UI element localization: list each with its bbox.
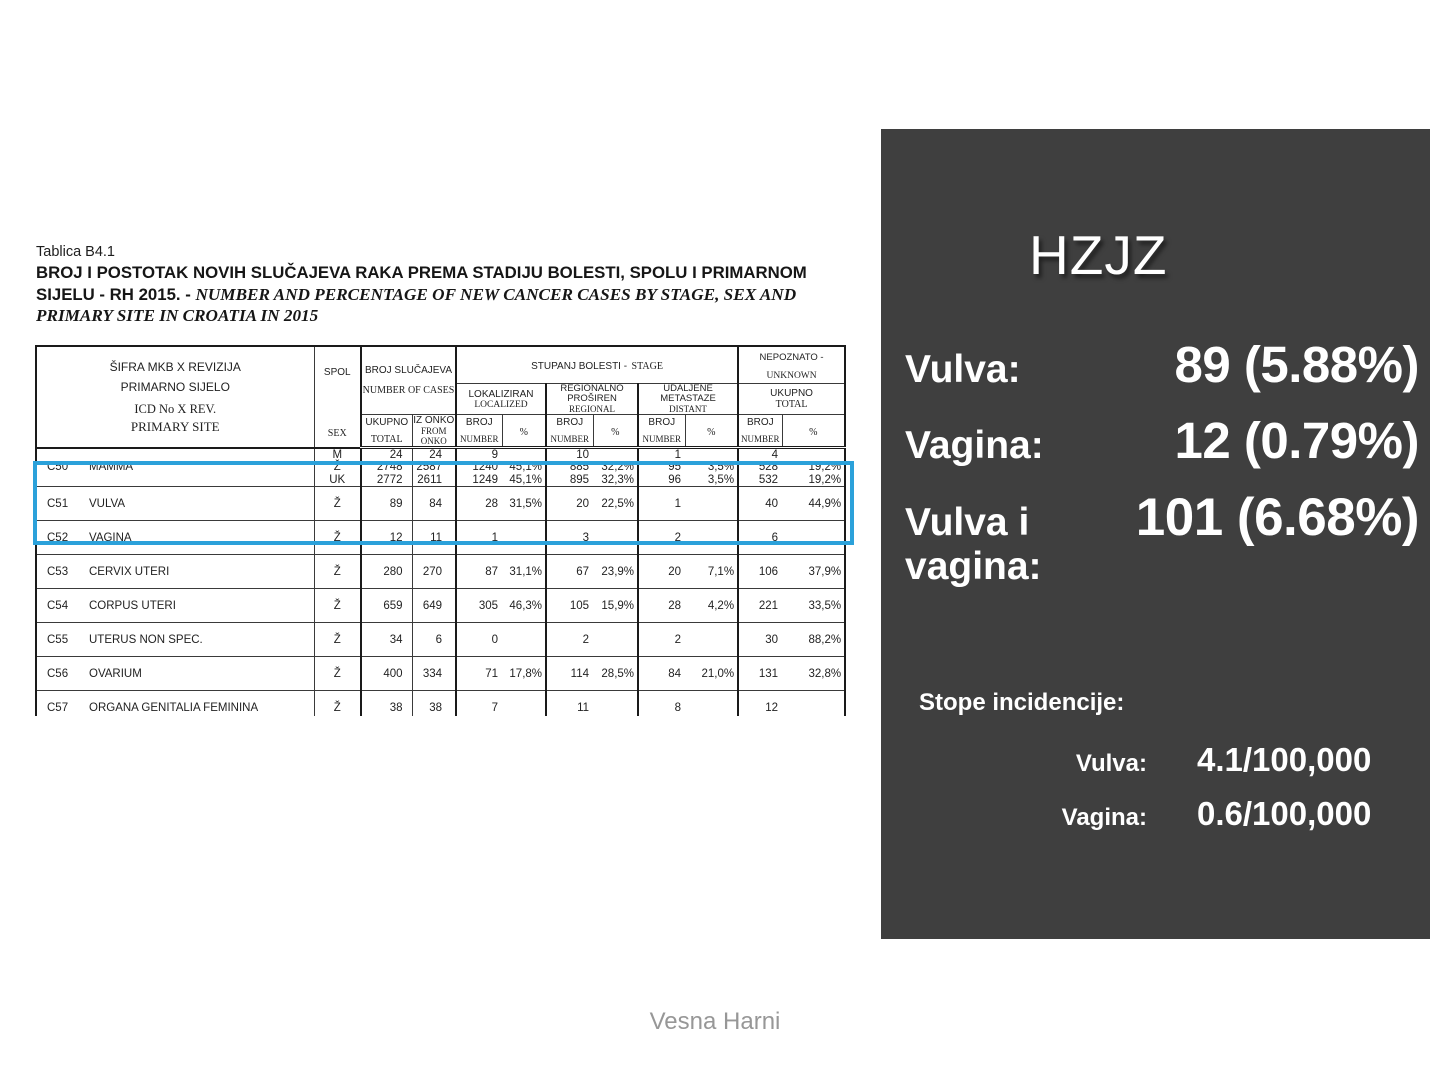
stat-value: 12 (0.79%) <box>1174 412 1419 469</box>
data-cell <box>361 657 412 691</box>
cell-value: 4 <box>771 449 779 461</box>
cell-value: 305 <box>478 599 499 612</box>
header-regionalno: REGIONALNO <box>560 383 624 394</box>
cell-value: 3,5% <box>707 473 735 486</box>
header-broj-1 <box>456 415 502 448</box>
cell-value: 34 <box>389 633 403 646</box>
cell-value: 7 <box>491 701 499 714</box>
header-broj-3 <box>638 415 685 448</box>
stat-label: Vulva: <box>905 348 1021 391</box>
header-distant <box>638 384 738 415</box>
header-unknown-total <box>738 384 845 415</box>
table-header <box>36 346 845 448</box>
cell-value: 96 <box>668 473 682 486</box>
site-name: VULVA <box>89 497 126 510</box>
header-pct-2 <box>593 415 638 448</box>
cell-value: 270 <box>422 565 443 578</box>
header-iz-onko: IZ ONKO <box>413 415 455 426</box>
cell-value: 8 <box>674 701 682 714</box>
site-code: C51 <box>47 497 69 510</box>
cell-value: 21,0% <box>701 667 735 680</box>
cell-value: 532 <box>758 473 779 486</box>
data-cell <box>738 555 782 589</box>
sex-value: Ž <box>333 667 341 680</box>
header-ukupno <box>361 415 412 448</box>
cell-value: 37,9% <box>808 565 842 578</box>
header-from: FROM <box>421 426 447 436</box>
header-spol: SPOL <box>323 366 351 378</box>
header-sex-en: SEX <box>327 427 347 439</box>
cell-value: 24 <box>389 449 403 461</box>
data-cell <box>593 657 638 691</box>
incidence-section <box>905 689 1419 849</box>
data-cell <box>782 555 845 589</box>
incidence-label: Vagina: <box>1061 804 1147 831</box>
cell-value: 106 <box>758 565 779 578</box>
header-total-en: TOTAL <box>370 433 403 445</box>
site-cell <box>36 555 314 589</box>
header-ukupno-hr: UKUPNO <box>365 416 409 428</box>
data-cell <box>412 691 456 716</box>
sex-value: Ž <box>333 461 341 474</box>
header-metastaze: METASTAZE <box>660 393 716 404</box>
cell-value: 1 <box>491 531 499 544</box>
cell-value: 88,2% <box>808 633 842 646</box>
data-cell <box>685 555 738 589</box>
data-cell <box>456 555 502 589</box>
table-row-c54 <box>36 589 845 623</box>
header-stage-en: STAGE <box>631 361 663 372</box>
site-name: MAMMA <box>89 461 134 474</box>
data-cell <box>456 623 502 657</box>
panel-title: HZJZ <box>1029 224 1168 286</box>
cell-value: 32,2% <box>601 461 635 474</box>
cell-value: 7,1% <box>707 565 735 578</box>
data-cell <box>593 691 638 716</box>
cell-value: 1 <box>674 497 682 510</box>
data-cell <box>502 589 546 623</box>
sex-cell <box>314 657 361 691</box>
cell-value: 95 <box>668 461 682 474</box>
cell-value: 9 <box>491 449 499 461</box>
header-icd: ICD No X REV. <box>134 401 217 416</box>
document-title-croatian: BROJ I POSTOTAK NOVIH SLUČAJEVA RAKA PREMA STADIJU BOLESTI, SPOLU I PRIMARNOM SIJELU - RH 2015. - <box>36 263 807 304</box>
data-cell <box>638 657 685 691</box>
data-cell <box>685 657 738 691</box>
header-broj: BROJ <box>746 417 774 428</box>
header-distant-en: DISTANT <box>669 404 707 414</box>
cell-value: 84 <box>429 497 443 510</box>
header-lokaliziran: LOKALIZIRAN <box>468 388 534 400</box>
cell-value: 32,8% <box>808 667 842 680</box>
header-broj: BROJ <box>648 417 676 428</box>
data-cell <box>738 657 782 691</box>
header-pct-1 <box>502 415 546 448</box>
header-localized-en: LOCALIZED <box>474 399 528 410</box>
header-unknown-en: UNKNOWN <box>766 371 817 381</box>
data-cell <box>502 555 546 589</box>
site-code: C53 <box>47 565 69 578</box>
cell-value: 45,1% <box>509 461 543 474</box>
data-cell <box>593 589 638 623</box>
cell-value: 1 <box>674 449 682 461</box>
incidence-value: 0.6/100,000 <box>1197 795 1372 832</box>
site-name: OVARIUM <box>89 667 142 680</box>
data-cell <box>361 691 412 716</box>
cell-value: 23,9% <box>601 565 635 578</box>
site-cell <box>36 657 314 691</box>
header-number-en: NUMBER <box>642 434 682 444</box>
data-cell <box>782 657 845 691</box>
data-cell <box>782 623 845 657</box>
incidence-label: Vulva: <box>1075 750 1147 777</box>
header-stage-group <box>456 346 738 384</box>
data-cell <box>593 623 638 657</box>
stat-label: Vulva i vagina: <box>905 501 1042 588</box>
sex-cell <box>314 555 361 589</box>
header-stage-hr: STUPANJ BOLESTI - <box>531 361 628 372</box>
cell-value: 11 <box>430 531 443 544</box>
cell-value: 31,1% <box>509 565 543 578</box>
cell-value: 12 <box>389 531 403 544</box>
incidence-heading: Stope incidencije: <box>919 689 1125 716</box>
header-unknown-group <box>738 346 845 384</box>
header-primary-site-en: PRIMARY SITE <box>130 418 220 434</box>
data-cell <box>593 555 638 589</box>
cell-value: 885 <box>569 461 590 474</box>
cell-value: 22,5% <box>601 497 635 510</box>
cell-value: 3 <box>582 531 590 544</box>
cell-value <box>593 634 634 646</box>
stat-row <box>905 411 1419 487</box>
site-name: CORPUS UTERI <box>89 599 176 612</box>
hzjz-panel <box>881 129 1430 939</box>
sex-cell <box>314 691 361 716</box>
cell-value <box>502 634 542 646</box>
cell-value: 6 <box>771 531 779 544</box>
percent-sign: % <box>611 426 620 438</box>
header-prosiren: PROŠIREN <box>567 393 617 404</box>
table-row-c56 <box>36 657 845 691</box>
site-name: UTERUS NON SPEC. <box>89 633 203 646</box>
stat-row <box>905 335 1419 411</box>
header-number-of-cases-en: NUMBER OF CASES <box>362 385 455 396</box>
cell-value: 15,9% <box>601 599 635 612</box>
data-cell <box>412 657 456 691</box>
cell-value: 71 <box>485 667 499 680</box>
cell-value <box>685 702 734 714</box>
header-ukupno-group: UKUPNO <box>770 388 813 399</box>
data-cell <box>502 623 546 657</box>
cell-value: 2611 <box>417 473 443 486</box>
cell-value: 38 <box>429 701 443 714</box>
stat-value: 89 (5.88%) <box>1174 336 1419 393</box>
percent-sign: % <box>519 426 528 438</box>
sex-value: Ž <box>333 701 341 714</box>
data-cell <box>412 589 456 623</box>
cell-value: 40 <box>765 497 779 510</box>
cell-value: 44,9% <box>808 497 842 510</box>
cell-value: 114 <box>570 667 590 680</box>
header-regional <box>546 384 638 415</box>
stats-list <box>905 335 1419 588</box>
stat-label: Vagina: <box>905 424 1044 467</box>
table-row-c57 <box>36 691 845 716</box>
header-localized <box>456 384 546 415</box>
cell-value: 31,5% <box>509 497 543 510</box>
sex-cell <box>314 589 361 623</box>
cell-value: 3,5% <box>707 461 735 474</box>
header-broj: BROJ <box>465 417 493 428</box>
header-broj-2 <box>546 415 593 448</box>
header-broj-slucajeva: BROJ SLUČAJEVA <box>364 365 453 376</box>
slide-footer: Vesna Harni <box>649 1008 781 1035</box>
cell-value: 30 <box>765 633 779 646</box>
cell-value: 24 <box>429 449 443 461</box>
site-cell <box>36 589 314 623</box>
cell-value: 2748 <box>376 461 403 474</box>
stat-row <box>905 487 1419 588</box>
incidence-rows <box>905 741 1419 835</box>
cell-value: 649 <box>422 599 443 612</box>
data-cell <box>456 691 502 716</box>
data-cell <box>738 691 782 716</box>
header-number-of-cases <box>361 346 456 415</box>
cell-value <box>593 702 634 714</box>
header-sex <box>314 346 361 448</box>
cell-value: 1240 <box>472 461 499 474</box>
cell-value <box>502 449 542 461</box>
sex-value: UK <box>329 473 346 486</box>
cell-value: 11 <box>577 701 590 714</box>
stat-value: 101 (6.68%) <box>1135 488 1419 547</box>
cell-value: 12 <box>765 701 779 714</box>
data-cell <box>546 589 593 623</box>
sex-value: Ž <box>333 599 341 612</box>
table-row-c53 <box>36 555 845 589</box>
data-cell <box>546 623 593 657</box>
table-caption: Tablica B4.1 <box>36 244 115 260</box>
data-cell <box>738 589 782 623</box>
document-title <box>36 262 824 327</box>
cell-value: 1249 <box>472 473 499 486</box>
cell-value: 38 <box>389 701 403 714</box>
cell-value: 2 <box>582 633 590 646</box>
data-cell <box>685 589 738 623</box>
data-cell <box>546 657 593 691</box>
cell-value: 84 <box>668 667 682 680</box>
cell-value <box>593 449 634 461</box>
incidence-row <box>905 741 1419 781</box>
data-cell <box>412 623 456 657</box>
sex-value: Ž <box>333 531 341 544</box>
cell-value: 28 <box>485 497 499 510</box>
cell-value: 46,3% <box>509 599 543 612</box>
sex-value: Ž <box>333 565 341 578</box>
header-sifra: ŠIFRA MKB X REVIZIJA <box>109 359 241 374</box>
data-cell <box>456 589 502 623</box>
header-unknown-hr: NEPOZNATO - <box>759 352 824 363</box>
percent-sign: % <box>707 426 716 438</box>
cell-value: 895 <box>569 473 590 486</box>
header-number-en: NUMBER <box>460 434 499 444</box>
site-code: C55 <box>47 633 69 646</box>
data-cell <box>361 589 412 623</box>
cell-value: 28,5% <box>601 667 635 680</box>
header-pct-3 <box>685 415 738 448</box>
cell-value: 528 <box>758 461 779 474</box>
data-cell <box>456 657 502 691</box>
header-primary-site <box>36 346 314 448</box>
data-cell <box>685 691 738 716</box>
cell-value <box>782 449 841 461</box>
cell-value: 28 <box>668 599 682 612</box>
site-code: C50 <box>47 461 69 474</box>
sex-value: Ž <box>333 633 341 646</box>
data-cell <box>502 691 546 716</box>
cell-value <box>685 634 734 646</box>
header-regional-en: REGIONAL <box>569 404 616 414</box>
cell-value: 334 <box>422 667 443 680</box>
cell-value: 2 <box>674 633 682 646</box>
site-code: C52 <box>47 531 69 544</box>
cell-value: 19,2% <box>808 473 842 486</box>
site-code: C57 <box>47 701 69 714</box>
sex-value: M <box>332 448 343 461</box>
data-cell <box>361 623 412 657</box>
header-pct-4 <box>782 415 845 448</box>
cell-value <box>502 702 542 714</box>
cell-value: 33,5% <box>808 599 842 612</box>
header-izonko <box>412 415 456 448</box>
site-code: C56 <box>47 667 69 680</box>
header-broj-4 <box>738 415 782 448</box>
site-name: ORGANA GENITALIA FEMININA <box>89 701 259 714</box>
data-cell <box>738 623 782 657</box>
header-total-group-en: TOTAL <box>775 399 808 410</box>
incidence-row <box>905 795 1419 835</box>
data-cell <box>546 691 593 716</box>
sex-value: Ž <box>333 497 341 510</box>
data-cell <box>412 555 456 589</box>
sex-cell <box>314 623 361 657</box>
header-number-en: NUMBER <box>741 434 780 444</box>
cell-value: 10 <box>576 449 590 461</box>
data-cell <box>638 691 685 716</box>
site-cell <box>36 691 314 716</box>
site-name: VAGINA <box>89 531 132 544</box>
cell-value: 67 <box>576 565 590 578</box>
percent-sign: % <box>809 426 818 438</box>
data-cell <box>638 589 685 623</box>
data-cell <box>782 589 845 623</box>
cell-value: 280 <box>383 565 403 578</box>
data-cell <box>361 555 412 589</box>
site-code: C54 <box>47 599 69 612</box>
document-title-english: NUMBER AND PERCENTAGE OF NEW CANCER CASES BY STAGE, SEX AND PRIMARY SITE IN CROATIA IN 2015 <box>36 284 797 325</box>
cell-value: 105 <box>569 599 590 612</box>
site-name: CERVIX UTERI <box>89 565 170 578</box>
cell-value: 131 <box>758 667 779 680</box>
cell-value: 221 <box>758 599 779 612</box>
cell-value: 4,2% <box>707 599 735 612</box>
data-cell <box>782 691 845 716</box>
cell-value <box>685 449 734 461</box>
cell-value: 400 <box>383 667 403 680</box>
cell-value: 2 <box>674 531 682 544</box>
header-udaljene: UDALJENE <box>663 383 713 394</box>
data-cell <box>546 555 593 589</box>
cell-value: 17,8% <box>509 667 543 680</box>
cell-value <box>782 702 841 714</box>
header-number-en: NUMBER <box>550 434 590 444</box>
data-cell <box>685 623 738 657</box>
data-cell <box>638 555 685 589</box>
cell-value: 32,3% <box>601 473 635 486</box>
data-cell <box>502 657 546 691</box>
cell-value: 0 <box>491 633 499 646</box>
cell-value: 20 <box>668 565 682 578</box>
cell-value: 659 <box>383 599 403 612</box>
highlight-box-vulva-vagina <box>33 461 854 545</box>
header-onko: ONKO <box>420 436 447 446</box>
site-cell <box>36 623 314 657</box>
incidence-value: 4.1/100,000 <box>1197 741 1372 778</box>
cell-value: 2587 <box>416 461 443 474</box>
data-cell <box>638 623 685 657</box>
cell-value: 19,2% <box>808 461 842 474</box>
header-broj: BROJ <box>556 417 584 428</box>
cell-value: 20 <box>576 497 590 510</box>
cell-value: 87 <box>485 565 499 578</box>
header-primarno-sijelo: PRIMARNO SIJELO <box>120 379 230 394</box>
cell-value: 2772 <box>376 473 403 486</box>
cell-value: 89 <box>389 497 403 510</box>
cell-value: 6 <box>435 633 443 646</box>
cell-value: 45,1% <box>509 473 543 486</box>
table-row-c55 <box>36 623 845 657</box>
